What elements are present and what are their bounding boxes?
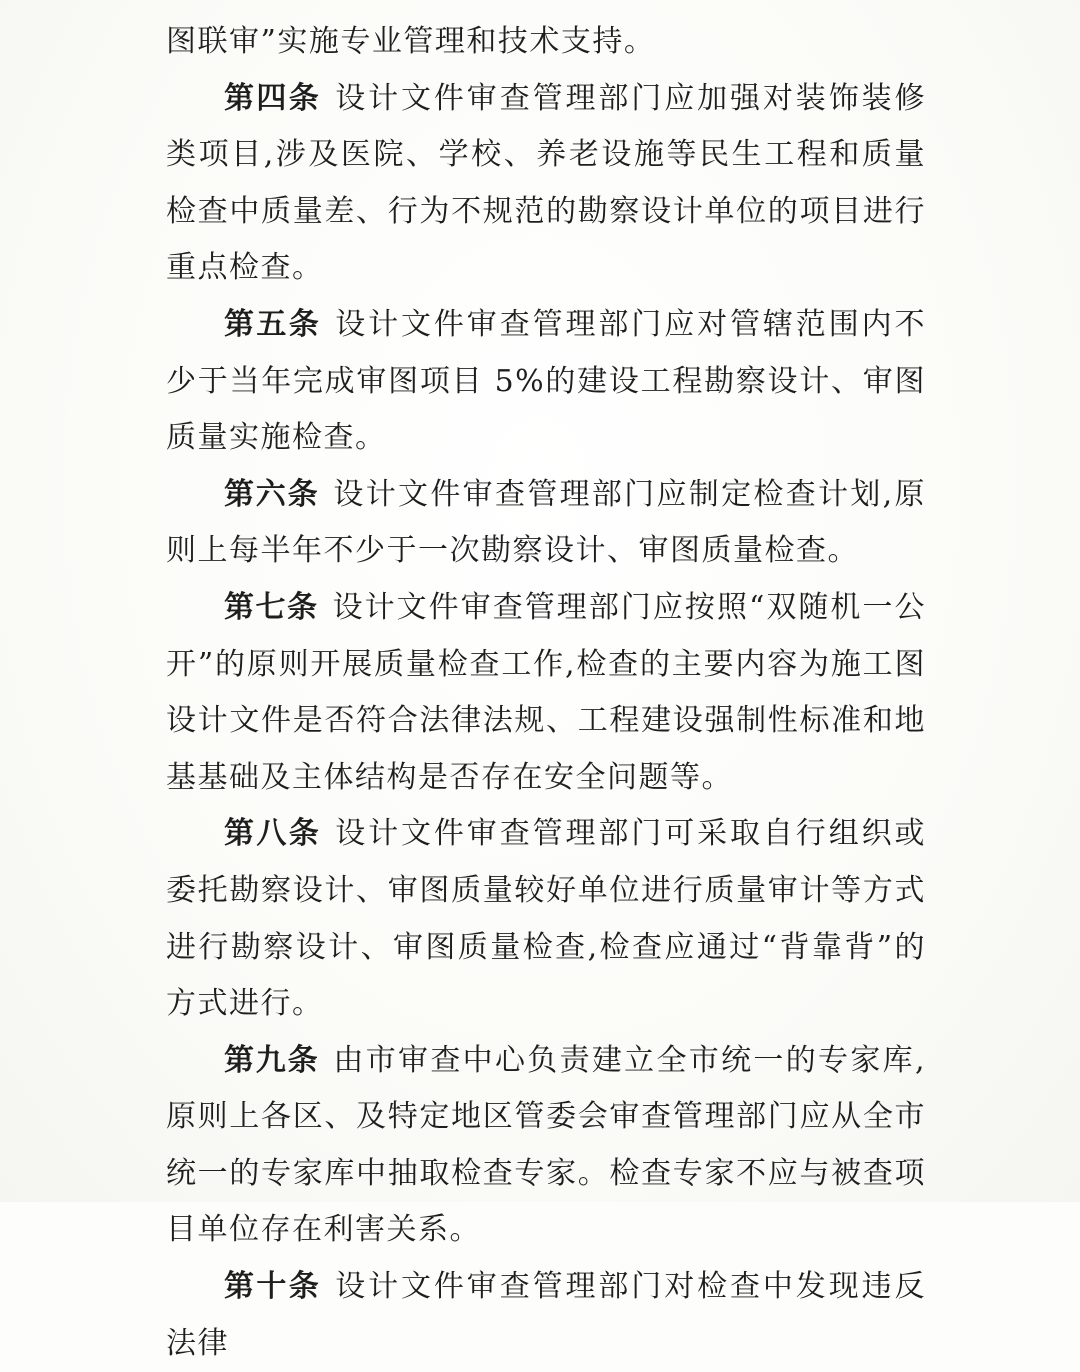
article-text: 设计文件审查管理部门应按照“双随机一公开”的原则开展质量检查工作,检查的主要内容为施工图设计文件是否符合法律法规、工程建设强制性标准和地基基础及主体结构是否存在安全问题等。 — [166, 589, 926, 795]
article-title: 第四条 — [224, 80, 322, 116]
article-text: 设计文件审查管理部门应加强对装饰装修类项目,涉及医院、学校、养老设施等民生工程和质量检查中质量差、行为不规范的勘察设计单位的项目进行重点检查。 — [166, 80, 927, 286]
article-text: 设计文件审查管理部门可采取自行组织或委托勘察设计、审图质量较好单位进行质量审计等方式进行勘察设计、审图质量检查,检查应通过“背靠背”的方式进行。 — [166, 816, 927, 1022]
article-title: 第七条 — [224, 589, 319, 625]
article-title: 第十条 — [224, 1269, 322, 1305]
article-4 — [166, 71, 926, 297]
continuation-paragraph — [166, 14, 926, 71]
article-text: 由市审查中心负责建立全市统一的专家库,原则上各区、及特定地区管委会审查管理部门应从全市统一的专家库中抽取检查专家。检查专家不应与被查项目单位存在利害关系。 — [166, 1042, 926, 1248]
article-5 — [166, 297, 926, 467]
article-text: 设计文件审查管理部门应制定检查计划,原则上每半年不少于一次勘察设计、审图质量检查。 — [166, 476, 926, 569]
article-title: 第八条 — [224, 816, 322, 852]
article-text: 设计文件审查管理部门应对管辖范围内不少于当年完成审图项目 5%的建设工程勘察设计、审图质量实施检查。 — [166, 306, 927, 456]
paragraph-text: 图联审”实施专业管理和技术支持。 — [166, 24, 656, 59]
article-8 — [166, 806, 926, 1032]
article-6 — [166, 467, 926, 580]
article-10 — [166, 1259, 926, 1372]
article-title: 第九条 — [224, 1042, 320, 1078]
article-title: 第五条 — [224, 306, 322, 342]
article-9 — [166, 1033, 926, 1259]
article-title: 第六条 — [224, 476, 320, 512]
article-text: 设计文件审查管理部门对检查中发现违反法律 — [166, 1269, 927, 1361]
article-7 — [166, 580, 926, 806]
document-body — [166, 14, 926, 1372]
